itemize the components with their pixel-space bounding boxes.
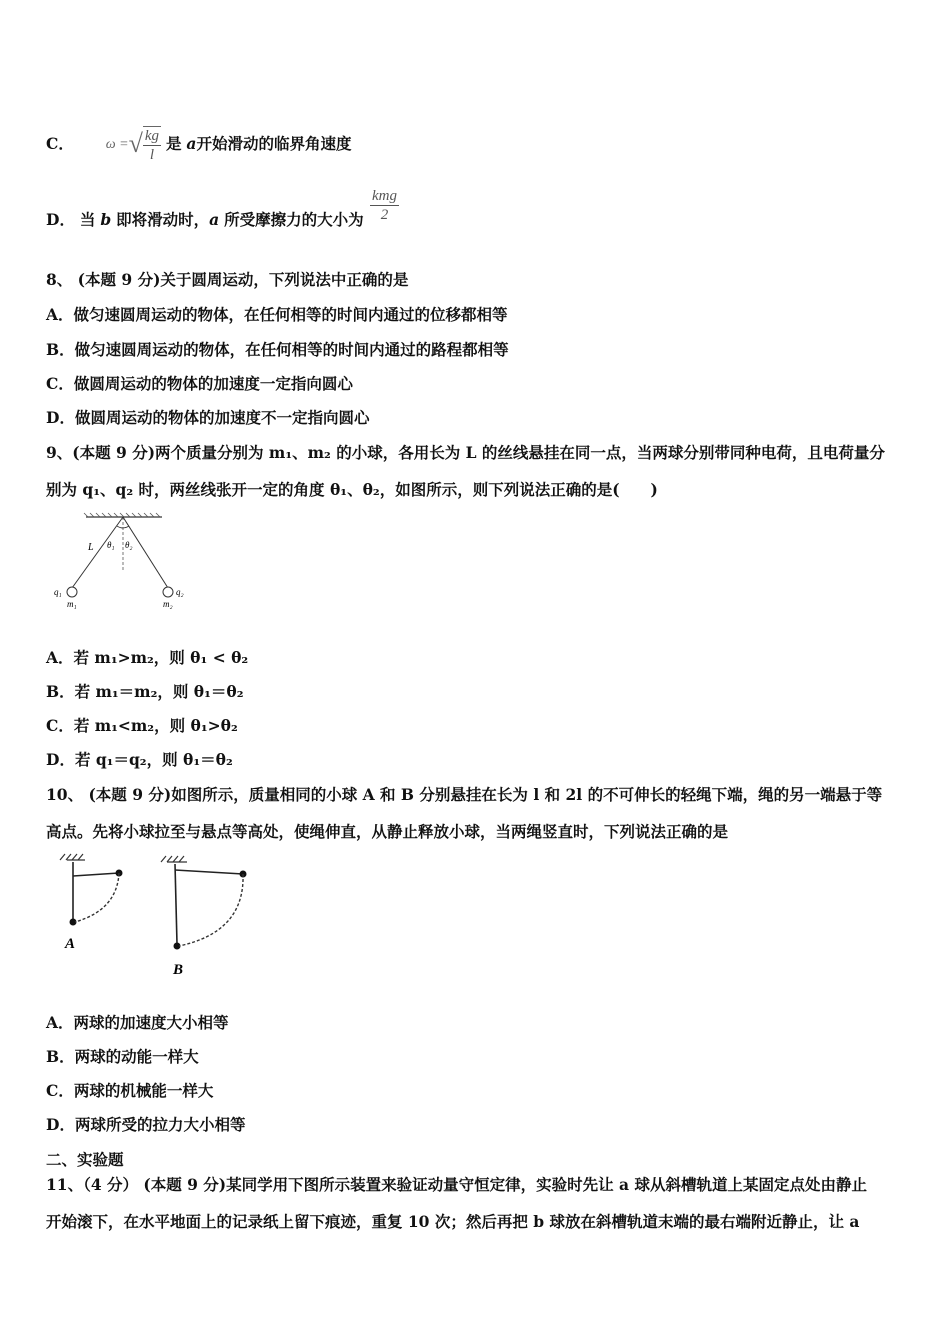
q9-option-d: D．若 q₁＝q₂，则 θ₁＝θ₂ [46,750,233,769]
pendulum-b [161,856,247,978]
ball-2 [163,587,173,597]
label-m2: m₂ [163,599,173,609]
label-B: B [173,962,184,978]
q8-option-c: C．做圆周运动的物体的加速度一定指向圆心 [46,374,353,393]
q9-stem-line1: 9、(本题 9 分)两个质量分别为 m₁、m₂ 的小球，各用长为 L 的丝线悬挂在同一点，当两球分别带同种电荷，且电荷量分 [46,443,885,462]
label-theta2: θ₂ [125,540,133,550]
q9-pendulum-figure [50,510,200,615]
label-L: L [88,542,94,553]
q10-stem-line1: 10、 (本题 9 分)如图所示，质量相同的小球 A 和 B 分别悬挂在长为 l 和 2l 的不可伸长的轻绳下端，绳的另一端悬于等 [46,785,883,804]
q7-option-c: C． ω =√ $\frac{kg}{l}$ 是 a开始滑动的临界角速度 [46,128,352,163]
label-q2: q₂ [176,587,184,597]
section-heading: 二、实验题 [46,1150,124,1169]
q9-option-c: C．若 m₁<m₂，则 θ₁>θ₂ [46,716,238,735]
q8-stem: 8、 (本题 9 分)关于圆周运动，下列说法中正确的是 [46,270,409,289]
ceiling [84,513,162,517]
q9-option-a: A．若 m₁>m₂，则 θ₁ < θ₂ [46,648,249,667]
q7-option-d: D． 当 b 即将滑动时，a 所受摩擦力的大小为 [46,210,364,229]
q8-option-a: A．做匀速圆周运动的物体，在任何相等的时间内通过的位移都相等 [46,305,508,324]
q8-option-b: B．做匀速圆周运动的物体，在任何相等的时间内通过的路程都相等 [46,340,509,359]
q11-stem-line1: 11、（4 分） (本题 9 分)某同学用下图所示装置来验证动量守恒定律，实验时先让 a 球从斜槽轨道上某固定点处由静止 [46,1175,867,1194]
thread-right [123,517,168,588]
label-theta1: θ₁ [107,540,115,550]
q9-option-b: B．若 m₁＝m₂，则 θ₁＝θ₂ [46,682,244,701]
q10-pendulum-figure [55,852,265,982]
thread-left [72,517,123,588]
omega-formula: ω =√ $\frac{kg}{l}$ [105,128,160,163]
pendulum-a [60,854,123,952]
label-A: A [65,936,76,952]
q11-stem-line2: 开始滚下，在水平地面上的记录纸上留下痕迹，重复 10 次；然后再把 b 球放在斜槽轨道末端的最右端附近静止，让 a [46,1212,860,1231]
friction-fraction: $\frac{\text{kmg}}{2}$ [372,188,397,223]
label-m1: m₁ [67,599,77,609]
label-q1: q₁ [54,587,62,597]
q10-option-b: B．两球的动能一样大 [46,1047,199,1066]
q10-stem-line2: 高点。先将小球拉至与悬点等高处，使绳伸直，从静止释放小球，当两绳竖直时，下列说法正确的是 [46,822,729,841]
q10-option-c: C．两球的机械能一样大 [46,1081,214,1100]
q8-option-d: D．做圆周运动的物体的加速度不一定指向圆心 [46,408,370,427]
option-label: C． [46,134,74,153]
ball-1 [67,587,77,597]
q10-option-d: D．两球所受的拉力大小相等 [46,1115,246,1134]
q9-stem-line2: 别为 q₁、q₂ 时，两丝线张开一定的角度 θ₁、θ₂，如图所示，则下列说法正确的是( ) [46,480,658,499]
q10-option-a: A．两球的加速度大小相等 [46,1013,229,1032]
